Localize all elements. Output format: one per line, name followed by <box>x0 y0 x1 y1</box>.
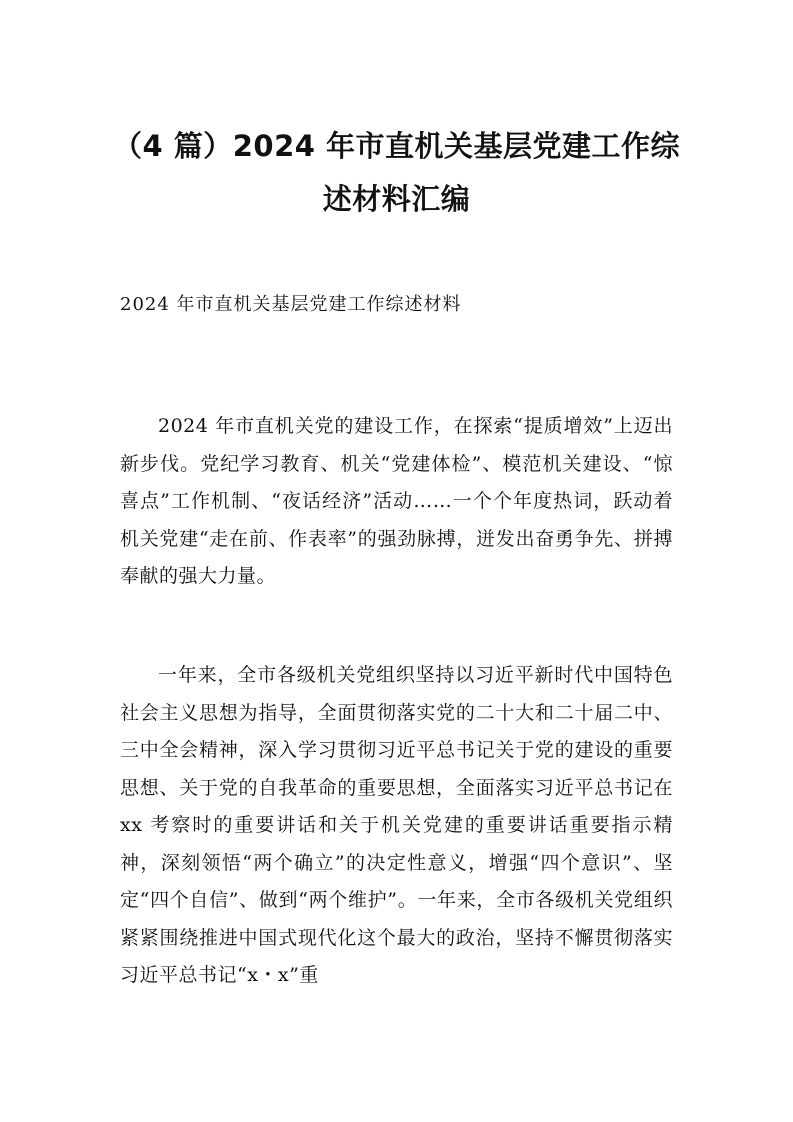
paragraph-2: 一年来，全市各级机关党组织坚持以习近平新时代中国特色社会主义思想为指导，全面贯彻落实党的二十大和二十届二中、三中全会精神，深入学习贯彻习近平总书记关于党的建设的重要思想、关于党的自我革命的重要思想，全面落实习近平总书记在 xx 考察时的重要讲话和关于机关党建的重要讲话重要指示精神，深刻领悟“两个确立”的决定性意义，增强“四个意识”、坚定“四个自信”、做到“两个维护”。一年来，全市各级机关党组织紧紧围绕推进中国式现代化这个最大的政治，坚持不懈贯彻落实习近平总书记“x・x”重 <box>120 664 673 986</box>
document-subtitle: 2024 年市直机关基层党建工作综述材料 <box>120 294 462 315</box>
paragraph-1: 2024 年市直机关党的建设工作，在探索“提质增效”上迈出新步伐。党纪学习教育、机关“党建体检”、模范机关建设、“惊喜点”工作机制、“夜话经济”活动……一个个年度热词，跃动着机关党建“走在前、作表率”的强劲脉搏，迸发出奋勇争先、拼搏奉献的强大力量。 <box>120 415 673 587</box>
document-title: （4 篇）2024 年市直机关基层党建工作综述材料汇编 <box>112 129 681 216</box>
